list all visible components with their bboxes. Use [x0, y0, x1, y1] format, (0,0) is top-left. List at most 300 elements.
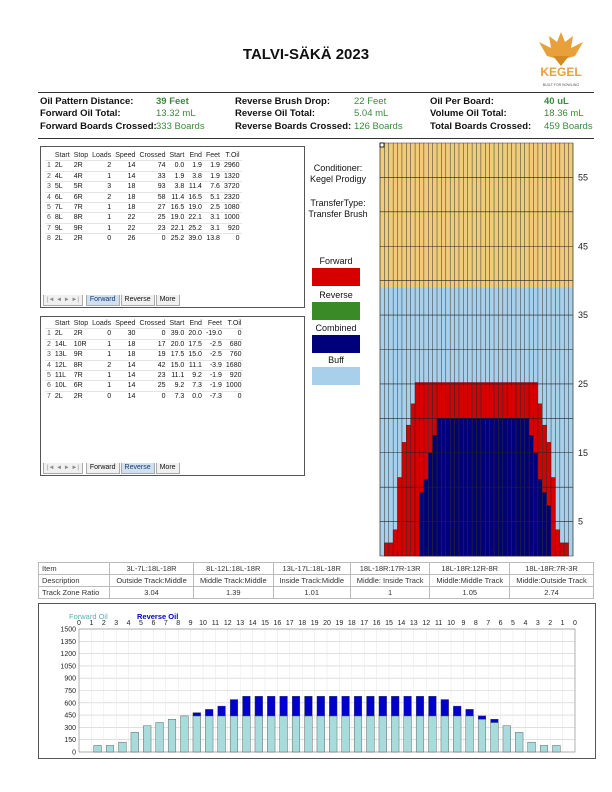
- table-cell: 58: [137, 192, 167, 202]
- table-cell: 1: [90, 223, 113, 233]
- zone-cell: 3.04: [110, 587, 194, 599]
- board-tick-label: 11: [434, 620, 443, 627]
- bar-forward-oil: [379, 716, 387, 752]
- zone-cell: Middle:Outside Track: [510, 575, 594, 587]
- y-tick-label: 600: [64, 700, 76, 708]
- table-cell: 25.2: [168, 234, 187, 244]
- table-cell: 1: [90, 213, 113, 223]
- bar-forward-oil: [491, 722, 499, 752]
- table-cell: 8L: [53, 213, 72, 223]
- board-tick-label: 16: [372, 620, 381, 627]
- tab-nav-icons[interactable]: |◄ ◄ ► ►|: [43, 463, 83, 474]
- combined-bar: [538, 480, 542, 556]
- table-row[interactable]: [45, 234, 242, 244]
- table-cell: 8R: [72, 213, 90, 223]
- table-cell: 0: [224, 329, 244, 339]
- table-cell: 14L: [53, 339, 72, 349]
- bar-forward-oil: [478, 719, 486, 752]
- table-cell: 13.8: [204, 234, 222, 244]
- board-tick-label: 1: [560, 620, 565, 627]
- tab-reverse[interactable]: Reverse: [121, 463, 155, 474]
- board-tick-label: 7: [163, 620, 168, 627]
- table-cell: 17.5: [188, 340, 202, 348]
- table-cell: -2.5: [204, 339, 224, 349]
- y-tick-label: 150: [64, 737, 76, 745]
- table-cell: 10L: [53, 381, 72, 391]
- table-cell: 25: [137, 381, 167, 391]
- distance-label: 45: [578, 241, 589, 252]
- buff-bar: [560, 288, 564, 556]
- table-cell: 11.4: [186, 182, 204, 192]
- bar-forward-oil: [131, 732, 139, 752]
- board-tick-label: 15: [385, 620, 393, 627]
- bar-reverse-oil: [478, 716, 486, 719]
- stat-label: Forward Boards Crossed:: [40, 121, 157, 132]
- bar-forward-oil: [404, 716, 412, 752]
- bar-forward-oil: [243, 716, 251, 752]
- zone-cell: 1.01: [273, 587, 350, 599]
- forward-bar: [398, 478, 402, 556]
- table-row[interactable]: [45, 182, 242, 192]
- column-header: Start: [169, 320, 185, 327]
- stat-value: 5.04 mL: [354, 108, 389, 119]
- board-tick-label: 6: [151, 620, 156, 627]
- forward-loads-panel: [40, 146, 305, 308]
- bar-forward-oil: [391, 716, 399, 752]
- table-row[interactable]: [45, 339, 243, 349]
- table-cell: 15.0: [188, 351, 202, 359]
- table-cell: 2L: [53, 161, 72, 171]
- table-cell: 17.5: [168, 350, 187, 360]
- track-zone-table: [38, 562, 594, 599]
- table-cell: 0: [90, 329, 113, 339]
- stat-label: Total Boards Crossed:: [430, 121, 532, 132]
- table-cell: 3.8: [186, 171, 204, 181]
- board-tick-label: 15: [261, 620, 269, 627]
- column-header: Feet: [207, 320, 222, 327]
- column-header: Crossed: [139, 152, 166, 159]
- legend-swatch: [312, 268, 360, 286]
- buff-bar: [393, 288, 397, 556]
- y-tick-label: 1500: [60, 626, 76, 634]
- table-cell: 2R: [72, 234, 90, 244]
- y-tick-label: 1200: [60, 651, 76, 659]
- table-cell: 18: [113, 203, 137, 213]
- table-cell: 2320: [223, 193, 240, 201]
- table-cell: 39.0: [188, 235, 202, 243]
- table-cell: 33: [137, 171, 167, 181]
- board-tick-label: 6: [498, 620, 503, 627]
- column-header: Speed: [115, 152, 136, 159]
- board-tick-label: 8: [473, 620, 478, 627]
- table-cell: 20.0: [188, 330, 202, 338]
- tab-forward[interactable]: Forward: [86, 295, 120, 306]
- bar-reverse-oil: [367, 696, 375, 716]
- stat-label: Oil Per Board:: [430, 96, 494, 107]
- table-cell: 1000: [223, 214, 240, 222]
- table-cell: 6R: [72, 381, 90, 391]
- table-cell: 7.3: [186, 381, 204, 391]
- table-cell: 8: [47, 235, 51, 243]
- table-cell: 2: [90, 360, 113, 370]
- table-cell: 25.2: [188, 224, 202, 232]
- bar-reverse-oil: [441, 700, 449, 716]
- zone-cell: 13L-17L:18L-18R: [273, 563, 350, 575]
- table-cell: 1680: [225, 361, 242, 369]
- reverse-loads-table: [45, 319, 243, 401]
- bar-forward-oil: [255, 716, 263, 752]
- table-cell: 22: [113, 213, 137, 223]
- logo-tagline: BUILT FOR BOWLING: [542, 83, 580, 87]
- board-tick-label: 14: [248, 620, 257, 627]
- table-cell: 0: [90, 391, 113, 401]
- kegel-logo: [531, 26, 591, 90]
- zone-cell: 3L-7L:18L-18R: [110, 563, 194, 575]
- bar-forward-oil: [466, 716, 474, 752]
- bar-forward-oil: [205, 716, 213, 752]
- board-tick-label: 7: [486, 620, 491, 627]
- bar-reverse-oil: [466, 709, 474, 716]
- board-tick-label: 0: [77, 620, 81, 627]
- legend-label: Combined: [315, 323, 357, 333]
- table-cell: 8R: [72, 360, 90, 370]
- bar-reverse-oil: [416, 696, 424, 716]
- table-cell: 27: [137, 203, 167, 213]
- board-tick-label: 13: [236, 620, 245, 627]
- table-cell: 19.0: [168, 213, 187, 223]
- stat-value: 333 Boards: [156, 121, 205, 132]
- tab-more[interactable]: More: [156, 295, 180, 306]
- column-header: Speed: [115, 320, 136, 327]
- bar-reverse-oil: [305, 696, 313, 716]
- table-cell: 5R: [72, 182, 90, 192]
- board-tick-label: 8: [176, 620, 181, 627]
- legend-reverse-oil: Reverse Oil: [137, 612, 179, 621]
- stat-label: Oil Pattern Distance:: [40, 96, 134, 107]
- zone-cell: Middle: Inside Track: [350, 575, 430, 587]
- table-cell: 5L: [53, 182, 72, 192]
- table-cell: 4: [47, 193, 51, 201]
- table-cell: 6: [47, 382, 51, 390]
- table-row[interactable]: [45, 350, 243, 360]
- stat-label: Forward Oil Total:: [40, 108, 121, 119]
- bar-forward-oil: [528, 742, 536, 752]
- tab-forward[interactable]: Forward: [86, 463, 120, 474]
- page-title: TALVI-SÄKÄ 2023: [242, 46, 370, 63]
- table-cell: 3: [47, 183, 51, 191]
- board-tick-label: 2: [548, 620, 553, 627]
- table-cell: 2R: [72, 161, 90, 171]
- table-cell: 7R: [72, 203, 90, 213]
- table-cell: 3.1: [204, 213, 222, 223]
- table-cell: 760: [224, 350, 244, 360]
- bar-forward-oil: [515, 732, 523, 752]
- bar-forward-oil: [367, 716, 375, 752]
- buff-bar: [384, 288, 388, 556]
- distance-label: 35: [578, 310, 589, 321]
- board-tick-label: 5: [139, 620, 143, 627]
- table-cell: 15.0: [168, 360, 187, 370]
- table-cell: 7: [47, 392, 51, 400]
- bar-reverse-oil: [205, 709, 213, 716]
- buff-bar: [555, 288, 559, 556]
- combined-bar: [419, 493, 423, 556]
- board-tick-label: 0: [573, 620, 577, 627]
- legend-label: Buff: [328, 355, 344, 365]
- tab-reverse[interactable]: Reverse: [121, 295, 155, 306]
- board-tick-label: 18: [298, 620, 307, 627]
- board-tick-label: 1: [89, 620, 94, 627]
- table-cell: 26: [113, 234, 137, 244]
- bar-forward-oil: [342, 716, 350, 752]
- table-cell: 0: [137, 234, 167, 244]
- bar-forward-oil: [317, 716, 325, 752]
- table-cell: 0.0: [186, 391, 204, 401]
- phoenix-icon: [539, 32, 583, 66]
- tab-nav-icons[interactable]: |◄ ◄ ► ►|: [43, 295, 83, 306]
- tab-more[interactable]: More: [156, 463, 180, 474]
- board-tick-label: 17: [360, 620, 369, 627]
- oil-chart-panel: [38, 603, 596, 759]
- column-header: [45, 151, 53, 161]
- table-cell: 2L: [53, 329, 72, 339]
- stat-label: Reverse Oil Total:: [235, 108, 316, 119]
- table-cell: 18: [113, 182, 137, 192]
- bar-forward-oil: [329, 716, 337, 752]
- table-cell: 25: [137, 213, 167, 223]
- combined-bar: [547, 506, 551, 556]
- bar-reverse-oil: [317, 696, 325, 716]
- stat-value: 22 Feet: [354, 96, 387, 107]
- table-cell: 6R: [72, 192, 90, 202]
- conditioner-value: Kegel Prodigy: [309, 174, 367, 184]
- buff-bar: [564, 288, 568, 556]
- table-cell: 7.3: [168, 391, 187, 401]
- table-cell: 1.9: [204, 171, 222, 181]
- table-row[interactable]: [45, 161, 242, 171]
- bar-reverse-oil: [280, 696, 288, 716]
- table-row[interactable]: [45, 203, 242, 213]
- zone-cell: 1: [350, 587, 430, 599]
- combined-bar: [424, 480, 428, 556]
- bar-reverse-oil: [292, 696, 300, 716]
- board-tick-label: 3: [114, 620, 119, 627]
- stat-value: 459 Boards: [544, 121, 593, 132]
- table-cell: 14: [113, 171, 137, 181]
- column-header: End: [189, 152, 202, 159]
- bar-reverse-oil: [230, 700, 238, 716]
- forward-bar: [402, 442, 406, 556]
- table-cell: 7L: [53, 203, 72, 213]
- table-cell: 3.1: [204, 223, 222, 233]
- combined-bar: [542, 493, 546, 556]
- table-cell: 18: [113, 350, 137, 360]
- bar-forward-oil: [156, 722, 164, 752]
- stat-value: 39 Feet: [156, 96, 189, 107]
- bar-forward-oil: [540, 745, 548, 752]
- distance-label: 5: [578, 516, 584, 527]
- table-cell: 5: [47, 372, 51, 380]
- bar-forward-oil: [168, 719, 176, 752]
- buff-bar: [380, 288, 384, 556]
- table-row[interactable]: [45, 360, 243, 370]
- table-cell: 23: [137, 223, 167, 233]
- table-cell: 42: [137, 360, 167, 370]
- forward-loads-table: [45, 151, 242, 244]
- zone-cell: 18L-18R:7R-3R: [510, 563, 594, 575]
- zone-cell: 18L-18R:12R-8R: [430, 563, 510, 575]
- table-cell: 14: [113, 381, 137, 391]
- zone-row-header: Description: [39, 575, 110, 587]
- bar-reverse-oil: [491, 719, 499, 722]
- zone-cell: Inside Track:Middle: [273, 575, 350, 587]
- table-row[interactable]: [45, 329, 243, 339]
- combined-bar: [428, 453, 432, 556]
- zone-row-header: Item: [39, 563, 110, 575]
- table-cell: 11.4: [168, 192, 187, 202]
- zone-row: [39, 575, 594, 587]
- table-cell: 22.1: [168, 223, 187, 233]
- column-header: Loads: [92, 152, 112, 159]
- table-cell: -2.5: [204, 350, 224, 360]
- table-cell: 4: [47, 361, 51, 369]
- table-row[interactable]: [45, 171, 242, 181]
- table-cell: 11.1: [168, 371, 187, 381]
- bar-forward-oil: [267, 716, 275, 752]
- bar-reverse-oil: [429, 696, 437, 716]
- buff-bar: [389, 288, 393, 556]
- table-cell: 19.0: [188, 204, 202, 212]
- table-cell: 7R: [72, 371, 90, 381]
- transfer-value: Transfer Brush: [308, 209, 368, 219]
- board-tick-label: 11: [211, 620, 220, 627]
- column-header: Loads: [92, 320, 112, 327]
- bar-forward-oil: [416, 716, 424, 752]
- bar-reverse-oil: [255, 696, 263, 716]
- logo-word: KEGEL: [540, 65, 582, 79]
- column-header: End: [189, 320, 202, 327]
- y-tick-label: 1050: [60, 663, 76, 671]
- table-row[interactable]: [45, 371, 243, 381]
- table-cell: 14: [113, 360, 137, 370]
- table-cell: -1.9: [204, 371, 224, 381]
- table-cell: 2: [47, 340, 51, 348]
- table-cell: 5: [47, 204, 51, 212]
- y-tick-label: 900: [64, 675, 76, 683]
- table-cell: 14: [113, 371, 137, 381]
- table-cell: 1.9: [168, 171, 187, 181]
- table-cell: 16.5: [188, 193, 202, 201]
- forward-bar: [393, 530, 397, 556]
- forward-bar: [406, 425, 410, 556]
- bar-forward-oil: [94, 745, 102, 752]
- bar-reverse-oil: [404, 696, 412, 716]
- table-cell: 1320: [223, 172, 240, 180]
- bar-forward-oil: [553, 745, 561, 752]
- board-tick-label: 3: [535, 620, 540, 627]
- table-cell: 1: [90, 339, 113, 349]
- forward-tabs: [43, 295, 181, 305]
- bar-reverse-oil: [354, 696, 362, 716]
- table-cell: 920: [224, 371, 244, 381]
- y-tick-label: 300: [64, 724, 76, 732]
- conditioner-label: Conditioner:: [313, 163, 363, 173]
- combined-bar: [433, 436, 437, 556]
- table-cell: 2960: [223, 162, 240, 170]
- bar-reverse-oil: [218, 706, 226, 716]
- table-cell: 3.8: [168, 182, 187, 192]
- table-cell: 0: [90, 234, 113, 244]
- board-tick-label: 12: [223, 620, 232, 627]
- table-cell: 22.1: [188, 214, 202, 222]
- bar-forward-oil: [292, 716, 300, 752]
- table-cell: 14: [113, 391, 137, 401]
- table-cell: 0: [137, 329, 167, 339]
- table-row[interactable]: [45, 391, 243, 401]
- table-cell: 1: [90, 381, 113, 391]
- bar-reverse-oil: [379, 696, 387, 716]
- zone-cell: 18L-18R:17R-13R: [350, 563, 430, 575]
- stat-value: 40 uL: [544, 96, 569, 107]
- table-cell: -19.0: [205, 330, 222, 338]
- column-header: [45, 319, 53, 329]
- forward-bar: [555, 530, 559, 556]
- table-row[interactable]: [45, 192, 242, 202]
- table-cell: 9R: [72, 350, 90, 360]
- table-cell: 1: [47, 162, 51, 170]
- bar-reverse-oil: [329, 696, 337, 716]
- table-cell: 16.5: [168, 203, 187, 213]
- table-row[interactable]: [45, 213, 242, 223]
- table-cell: 1080: [223, 204, 240, 212]
- y-tick-label: 450: [64, 712, 76, 720]
- board-tick-label: 10: [447, 620, 455, 627]
- board-tick-label: 19: [310, 620, 319, 627]
- column-header: Crossed: [139, 320, 166, 327]
- stat-value: 126 Boards: [354, 121, 403, 132]
- bar-forward-oil: [441, 716, 449, 752]
- table-cell: 1.9: [186, 161, 204, 171]
- bar-reverse-oil: [193, 713, 201, 716]
- stat-label: Reverse Boards Crossed:: [235, 121, 352, 132]
- table-cell: 22: [113, 223, 137, 233]
- board-tick-label: 9: [188, 620, 193, 627]
- column-header: Start: [169, 152, 185, 159]
- table-cell: 11.1: [186, 360, 204, 370]
- column-header: T.Oil: [225, 152, 240, 159]
- table-cell: 2L: [53, 391, 72, 401]
- bar-forward-oil: [119, 742, 127, 752]
- y-tick-label: 750: [64, 688, 76, 695]
- y-tick-label: 1350: [60, 638, 76, 646]
- table-cell: 11L: [53, 371, 72, 381]
- bar-reverse-oil: [391, 696, 399, 716]
- bar-forward-oil: [354, 716, 362, 752]
- table-cell: 18: [113, 339, 137, 349]
- table-row[interactable]: [45, 381, 243, 391]
- table-cell: 2R: [72, 391, 90, 401]
- table-cell: 0: [137, 391, 167, 401]
- board-tick-label: 13: [409, 620, 418, 627]
- table-cell: 0: [224, 391, 244, 401]
- table-cell: 0.0: [168, 161, 187, 171]
- table-cell: 1: [90, 371, 113, 381]
- bar-forward-oil: [106, 745, 114, 752]
- y-tick-label: 0: [72, 749, 76, 757]
- table-row[interactable]: [45, 223, 242, 233]
- forward-bar: [564, 543, 568, 556]
- table-cell: 93: [137, 182, 167, 192]
